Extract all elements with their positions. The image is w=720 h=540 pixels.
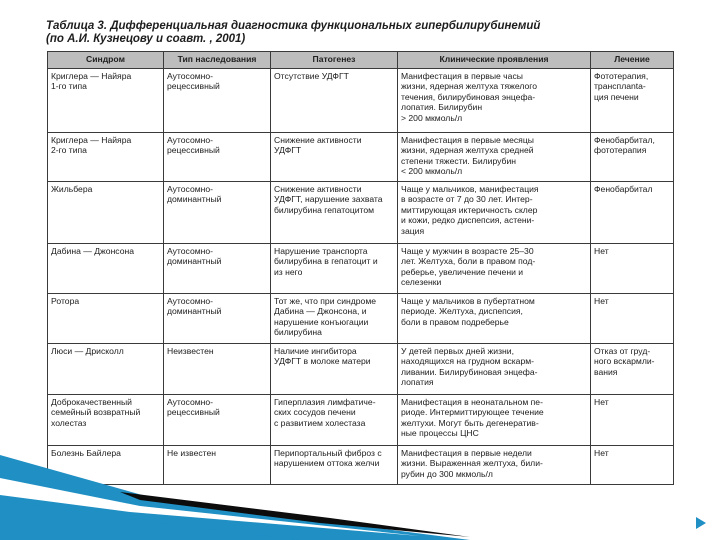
cell-inheritance: Аутосомно- доминантный (164, 244, 271, 294)
cell-clinical: Манифестация в неонатальном пе- риоде. Интермиттирующее течение желтухи. Могут быть дегенератив- ные процессы ЦНС (398, 395, 591, 446)
cell-clinical: Манифестация в первые часы жизни, ядерная желтуха тяжелого течения, билирубиновая энцефа- лопатия. Билирубин > 200 мкмоль/л (398, 69, 591, 133)
cell-treatment: Фенобарбитал, фототерапия (591, 133, 674, 182)
cell-clinical: Чаще у мальчиков, манифестация в возрасте от 7 до 30 лет. Интер- миттирующая иктеричность склер и кожи, редко диспепсия, астени- зация (398, 182, 591, 244)
cell-clinical: Чаще у мальчиков в пубертатном периоде. Желтуха, диспепсия, боли в правом подреберье (398, 294, 591, 344)
cell-clinical: У детей первых дней жизни, находящихся на грудном вскарм- ливании. Билирубиновая энцефа- лопатия (398, 344, 591, 395)
arrow-icon (696, 517, 706, 529)
cell-inheritance: Аутосомно- рецессивный (164, 395, 271, 446)
cell-treatment: Нет (591, 446, 674, 485)
cell-syndrome: Люси — Дрисколл (48, 344, 164, 395)
cell-pathogenesis: Снижение активности УДФГТ, нарушение захвата билирубина гепатоцитом (271, 182, 398, 244)
cell-pathogenesis: Отсутствие УДФГТ (271, 69, 398, 133)
cell-inheritance: Аутосомно- доминантный (164, 182, 271, 244)
cell-syndrome: Болезнь Байлера (48, 446, 164, 485)
cell-pathogenesis: Перипортальный фиброз с нарушением оттока желчи (271, 446, 398, 485)
cell-inheritance: Аутосомно- рецессивный (164, 133, 271, 182)
header-clinical: Клинические проявления (398, 52, 591, 69)
cell-treatment: Нет (591, 244, 674, 294)
cell-syndrome: Жильбера (48, 182, 164, 244)
cell-inheritance: Неизвестен (164, 344, 271, 395)
header-inheritance: Тип наследования (164, 52, 271, 69)
cell-clinical: Манифестация в первые месяцы жизни, ядерная желтуха средней степени тяжести. Билирубин < 200 мкмоль/л (398, 133, 591, 182)
cell-syndrome: Ротора (48, 294, 164, 344)
cell-treatment: Отказ от груд- ного вскармли- вания (591, 344, 674, 395)
cell-syndrome: Доброкачественный семейный возвратный холестаз (48, 395, 164, 446)
cell-pathogenesis: Наличие ингибитора УДФГТ в молоке матери (271, 344, 398, 395)
cell-clinical: Манифестация в первые недели жизни. Выраженная желтуха, били- рубин до 300 мкмоль/л (398, 446, 591, 485)
cell-inheritance: Аутосомно- рецессивный (164, 69, 271, 133)
caption-title: Таблица 3. Дифференциальная диагностика функциональных гипербилирубинемий (46, 20, 541, 32)
cell-syndrome: Криглера — Найяра 2-го типа (48, 133, 164, 182)
header-pathogenesis: Патогенез (271, 52, 398, 69)
cell-syndrome: Дабина — Джонсона (48, 244, 164, 294)
cell-treatment: Нет (591, 395, 674, 446)
header-treatment: Лечение (591, 52, 674, 69)
cell-treatment: Нет (591, 294, 674, 344)
cell-pathogenesis: Нарушение транспорта билирубина в гепатоцит и из него (271, 244, 398, 294)
cell-treatment: Фенобарбитал (591, 182, 674, 244)
cell-syndrome: Криглера — Найяра 1-го типа (48, 69, 164, 133)
cell-pathogenesis: Гиперплазия лимфатиче- ских сосудов печени с развитием холестаза (271, 395, 398, 446)
cell-inheritance: Не известен (164, 446, 271, 485)
cell-inheritance: Аутосомно- доминантный (164, 294, 271, 344)
cell-treatment: Фототерапия, трансплanta- ция печени (591, 69, 674, 133)
cell-clinical: Чаще у мужчин в возрасте 25–30 лет. Желтуха, боли в правом под- реберье, увеличение печени и селезенки (398, 244, 591, 294)
cell-pathogenesis: Тот же, что при синдроме Дабина — Джонсона, и нарушение конъюгации билирубина (271, 294, 398, 344)
caption-source: (по А.И. Кузнецову и соавт. , 2001) (46, 33, 246, 45)
header-syndrome: Синдром (48, 52, 164, 69)
cell-pathogenesis: Снижение активности УДФГТ (271, 133, 398, 182)
